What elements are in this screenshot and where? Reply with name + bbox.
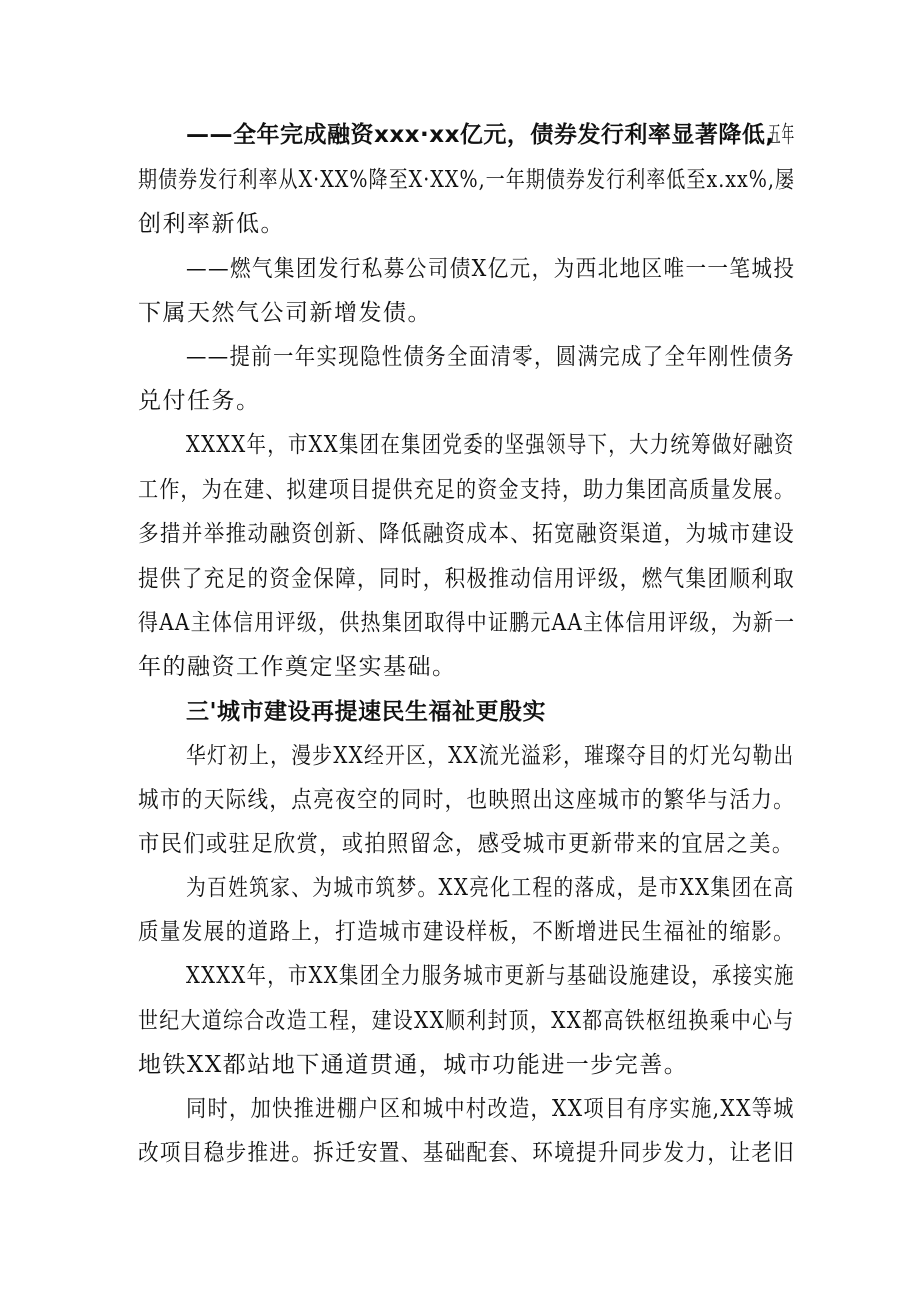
line-text: 华灯初上，漫步XX经开区，XX流光溢彩，璀璨夺目的灯光勾勒出 — [186, 743, 795, 769]
line-text: 兑付任务。 — [138, 388, 261, 414]
line-text: 下属天然气公司新增发债。 — [138, 300, 432, 326]
line-text: XXXX年，市XX集团在集团党委的坚强领导下，大力统筹做好融资 — [186, 432, 795, 458]
line-text: 期债券发行利率从X·XX%降至X·XX%,一年期债券发行利率低至x.xx%,屡 — [138, 167, 796, 193]
line-text: 同时，加快推进棚户区和城中村改造，XX项目有序实施,XX等城 — [186, 1096, 795, 1122]
line-text: 质量发展的道路上，打造城市建设样板，不断增进民生福祉的缩影。 — [138, 919, 796, 945]
line-text: 世纪大道综合改造工程，建设XX顺利封顶，XX都高铁枢纽换乘中心与 — [138, 1008, 795, 1034]
line-text: 得AA主体信用评级，供热集团取得中证鹏元AA主体信用评级，为新一 — [138, 610, 796, 636]
line-text: 地铁XX都站地下通道贯通，城市功能进一步完善。 — [138, 1052, 689, 1078]
heading-text: 三'城市建设再提速民生福祉更殷实 — [186, 699, 547, 725]
line-text: XXXX年，市XX集团全力服务城市更新与基础设施建设，承接实施 — [186, 963, 795, 989]
line-text: 城市的天际线，点亮夜空的同时，也映照出这座城市的繁华与活力。 — [138, 787, 796, 813]
line-text: ——提前一年实现隐性债务全面清零，圆满完成了全年刚性债务 — [186, 344, 796, 370]
line-text: 市民们或驻足欣赏，或拍照留念，感受城市更新带来的宜居之美。 — [138, 831, 795, 857]
line-text: ——燃气集团发行私募公司债X亿元，为西北地区唯一一笔城投 — [186, 256, 796, 282]
line-text: 年的融资工作奠定坚实基础。 — [138, 654, 457, 680]
highlight-text: ——全年完成融资xxx·xx亿元，债券发行利率显著降低, — [186, 122, 775, 148]
line-text: 改项目稳步推进。拆迁安置、基础配套、环境提升同步发力，让老旧 — [138, 1140, 796, 1166]
line-text: 多措并举推动融资创新、降低融资成本、拓宽融资渠道，为城市建设 — [138, 521, 796, 547]
line-text: 五年 — [768, 122, 795, 148]
line-text: 为百姓筑家、为城市筑梦。XX亮化工程的落成，是市XX集团在高 — [186, 875, 795, 901]
line-text: 创利率新低。 — [138, 211, 285, 237]
line-text: 提供了充足的资金保障，同时，积极推动信用评级，燃气集团顺利取 — [138, 566, 796, 592]
line-text: 工作，为在建、拟建项目提供充足的资金支持，助力集团高质量发展。 — [138, 477, 796, 503]
